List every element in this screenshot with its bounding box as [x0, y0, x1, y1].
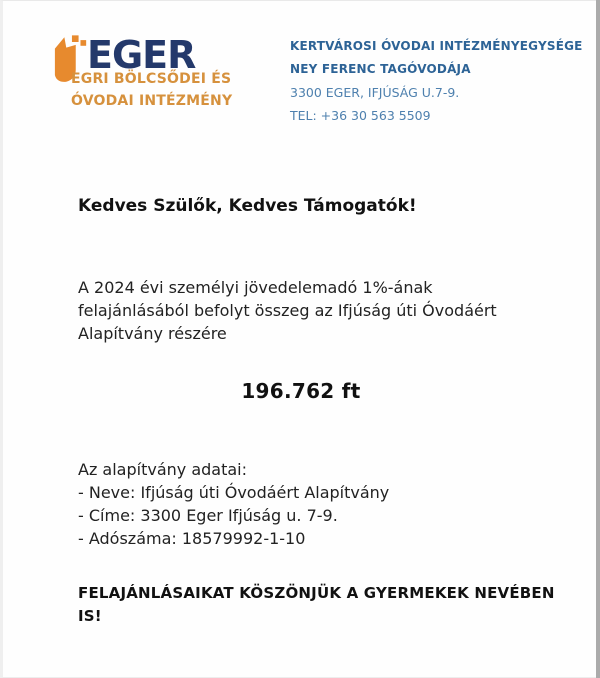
foundation-details [78, 458, 389, 550]
greeting-line: Kedves Szülők, Kedves Támogatók! [78, 196, 417, 216]
org-address: 3300 EGER, IFJÚSÁG U.7-9. [290, 85, 460, 100]
foundation-tax-number: - Adószáma: 18579992-1-10 [78, 529, 306, 548]
logo-subtitle-line1: EGRI BÖLCSŐDEI ÉS [71, 71, 232, 87]
foundation-heading: Az alapítvány adatai: [78, 460, 248, 479]
donation-paragraph: A 2024 évi személyi jövedelemadó 1%-ának felajánlásából befolyt összeg az Ifjúság úti Óvodáért Alapítvány részére [78, 278, 497, 343]
scrollbar[interactable] [596, 0, 600, 678]
donation-amount: 196.762 ft [241, 379, 361, 403]
org-unit-name: KERTVÁROSI ÓVODAI INTÉZMÉNYEGYSÉGE [290, 39, 583, 53]
closing-thanks-line: FELAJÁNLÁSAIKAT KÖSZÖNJÜK A GYERMEKEK NEVÉBEN IS! [78, 584, 555, 625]
org-branch-name: NEY FERENC TAGÓVODÁJA [290, 62, 471, 76]
logo-title: EGER [87, 33, 196, 77]
foundation-name: - Neve: Ifjúság úti Óvodáért Alapítvány [78, 483, 390, 502]
org-phone: TEL: +36 30 563 5509 [290, 108, 431, 123]
logo-subtitle-line2: ÓVODAI INTÉZMÉNY [71, 93, 233, 109]
organization-header [290, 35, 583, 127]
foundation-address: - Címe: 3300 Eger Ifjúság u. 7-9. [78, 506, 338, 525]
